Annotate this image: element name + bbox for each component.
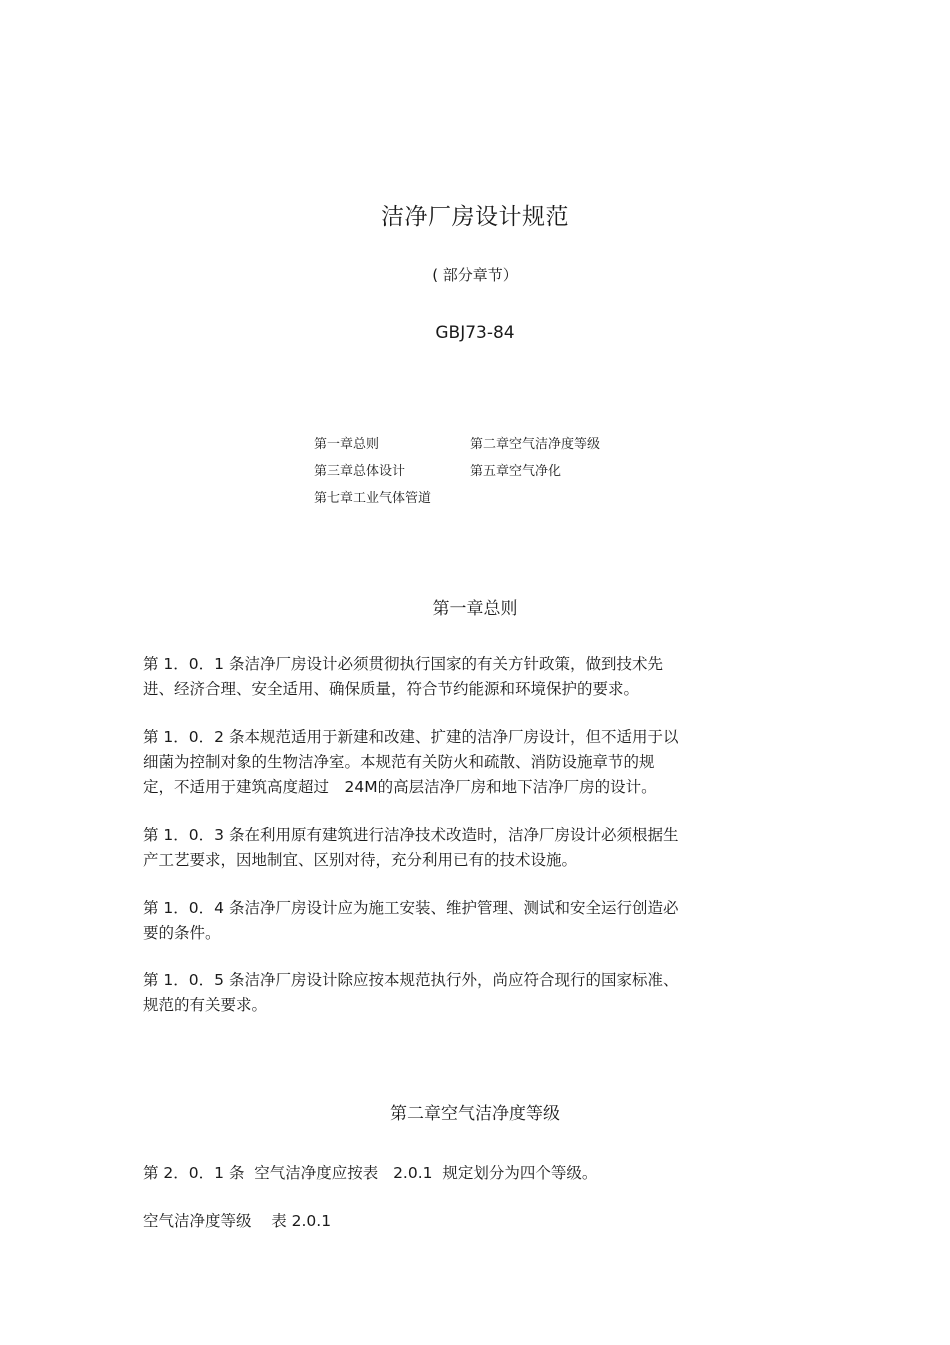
article-1-0-5: [143, 968, 783, 1018]
article-2-0-1: 第 2．0．1 条 空气洁净度应按表 2.0.1 规定划分为四个等级。: [143, 1164, 598, 1182]
article-line: 第 1．0．4 条洁净厂房设计应为施工安装、维护管理、测试和安全运行创造必: [143, 899, 679, 917]
toc-item-chapter-7[interactable]: 第七章工业气体管道: [314, 491, 432, 506]
article-line: 细菌为控制对象的生物洁净室。本规范有关防火和疏散、消防设施章节的规: [143, 753, 655, 771]
document-subtitle: ( 部分章节）: [432, 266, 518, 284]
article-line: 第 1．0．1 条洁净厂房设计必须贯彻执行国家的有关方针政策，做到技术先: [143, 655, 663, 673]
table-caption: 空气洁净度等级 表 2.0.1: [143, 1212, 332, 1230]
article-1-0-1: [143, 652, 783, 702]
standard-code: GBJ73-84: [435, 323, 515, 343]
toc-item-chapter-1[interactable]: 第一章总则: [314, 437, 380, 452]
article-line: 第 1．0．5 条洁净厂房设计除应按本规范执行外，尚应符合现行的国家标准、: [143, 971, 679, 989]
article-line: 第 1．0．3 条在利用原有建筑进行洁净技术改造时，洁净厂房设计必须根据生: [143, 826, 679, 844]
toc-item-chapter-3[interactable]: 第三章总体设计: [314, 464, 406, 479]
article-line: 规范的有关要求。: [143, 996, 268, 1014]
chapter-1-heading: 第一章总则: [432, 599, 518, 619]
chapter-2-heading: 第二章空气洁净度等级: [390, 1104, 560, 1124]
toc-item-chapter-5[interactable]: 第五章空气净化: [470, 464, 562, 479]
document-title: 洁净厂房设计规范: [381, 204, 569, 230]
article-line: 进、经济合理、安全适用、确保质量，符合节约能源和环境保护的要求。: [143, 680, 640, 698]
article-line: 产工艺要求，因地制宜、区别对待，充分利用已有的技术设施。: [143, 851, 578, 869]
article-line: 第 1．0．2 条本规范适用于新建和改建、扩建的洁净厂房设计，但不适用于以: [143, 728, 679, 746]
article-line: 定，不适用于建筑高度超过 24M的高层洁净厂房和地下洁净厂房的设计。: [143, 778, 657, 796]
article-1-0-3: [143, 823, 783, 873]
article-1-0-4: [143, 896, 783, 946]
article-line: 要的条件。: [143, 924, 221, 942]
toc-item-chapter-2[interactable]: 第二章空气洁净度等级: [470, 437, 601, 452]
article-1-0-2: [143, 725, 783, 800]
